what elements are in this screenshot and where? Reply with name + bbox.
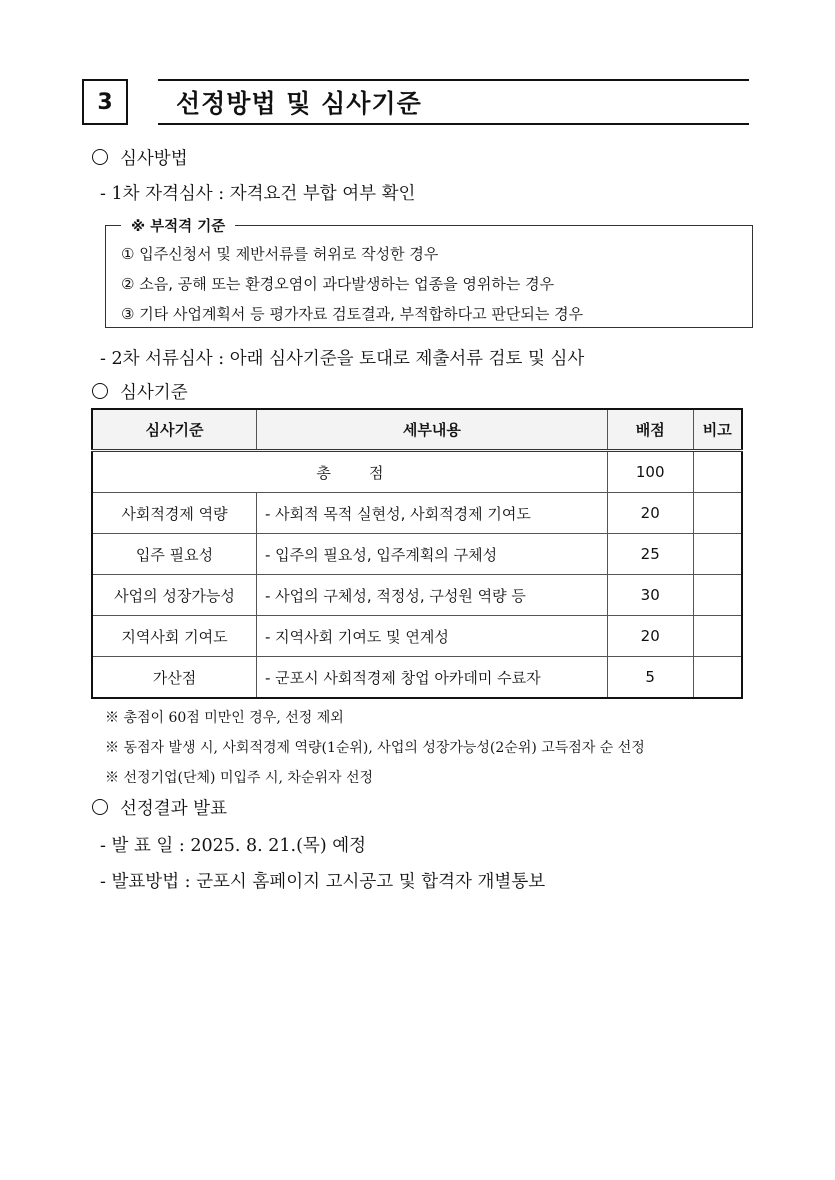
disqualification-title: ※ 부적격 기준 [121,215,235,236]
row-detail: - 사업의 구체성, 적정성, 구성원 역량 등 [256,575,607,616]
row-detail: - 지역사회 기여도 및 연계성 [256,616,607,657]
row-note [693,575,742,616]
row-criterion: 지역사회 기여도 [92,616,256,657]
table-row [92,575,742,616]
total-label: 총 점 [92,451,607,493]
section-number: 3 [82,79,128,125]
evaluation-table [91,408,743,699]
disqualification-item: ③ 기타 사업계획서 등 평가자료 검토결과, 부적합하다고 판단되는 경우 [121,305,584,323]
announcement-heading-line [92,795,227,820]
row-note [693,534,742,575]
method-heading-line [92,145,188,170]
circle-bullet-icon [92,149,108,165]
disqualification-box [105,219,753,328]
row-criterion: 가산점 [92,657,256,699]
announcement-date: - 발 표 일 : 2025. 8. 21.(목) 예정 [100,836,367,856]
section-header [82,79,749,129]
header-detail: 세부내용 [256,409,607,451]
header-criterion: 심사기준 [92,409,256,451]
row-score: 25 [607,534,693,575]
row-detail: - 입주의 필요성, 입주계획의 구체성 [256,534,607,575]
table-row [92,616,742,657]
row-criterion: 입주 필요성 [92,534,256,575]
table-header-row [92,409,742,451]
row-note [693,657,742,699]
disqualification-item: ① 입주신청서 및 제반서류를 허위로 작성한 경우 [121,245,439,263]
criteria-note: ※ 동점자 발생 시, 사회적경제 역량(1순위), 사업의 성장가능성(2순위) 고득점자 순 선정 [105,740,645,756]
row-note [693,493,742,534]
total-score: 100 [607,451,693,493]
section-title: 선정방법 및 심사기준 [176,89,422,118]
criteria-note: ※ 선정기업(단체) 미입주 시, 차순위자 선정 [105,770,374,786]
criteria-heading-line [92,379,188,404]
row-score: 20 [607,493,693,534]
total-row [92,451,742,493]
header-score: 배점 [607,409,693,451]
method-step1: - 1차 자격심사 : 자격요건 부합 여부 확인 [100,184,416,204]
table-row [92,657,742,699]
criteria-note: ※ 총점이 60점 미만인 경우, 선정 제외 [105,710,344,726]
circle-bullet-icon [92,383,108,399]
header-note: 비고 [693,409,742,451]
row-score: 20 [607,616,693,657]
circle-bullet-icon [92,799,108,815]
disqualification-item: ② 소음, 공해 또는 환경오염이 과다발생하는 업종을 영위하는 경우 [121,275,555,293]
announcement-method: - 발표방법 : 군포시 홈페이지 고시공고 및 합격자 개별통보 [100,872,546,892]
row-detail: - 군포시 사회적경제 창업 아카데미 수료자 [256,657,607,699]
method-step2: - 2차 서류심사 : 아래 심사기준을 토대로 제출서류 검토 및 심사 [100,349,585,369]
table-row [92,534,742,575]
row-criterion: 사회적경제 역량 [92,493,256,534]
announcement-heading: 선정결과 발표 [120,799,227,819]
row-note [693,616,742,657]
row-criterion: 사업의 성장가능성 [92,575,256,616]
row-detail: - 사회적 목적 실현성, 사회적경제 기여도 [256,493,607,534]
section-title-bar [158,79,749,125]
method-heading: 심사방법 [120,149,188,169]
total-note [693,451,742,493]
row-score: 30 [607,575,693,616]
row-score: 5 [607,657,693,699]
criteria-heading: 심사기준 [120,383,188,403]
table-row [92,493,742,534]
